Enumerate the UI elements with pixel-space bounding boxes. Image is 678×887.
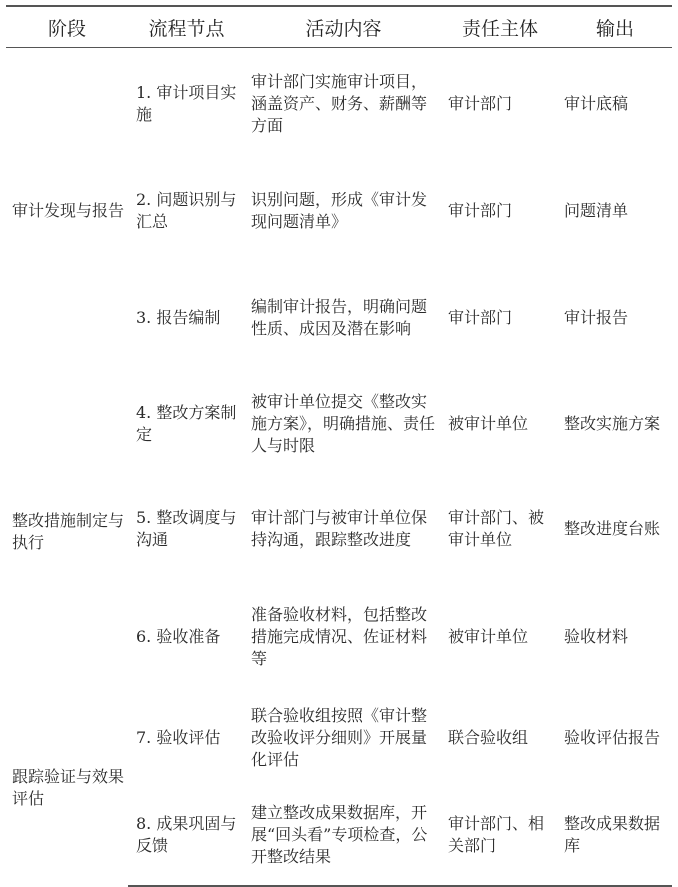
header-output: 输出 [558, 6, 672, 48]
output-cell: 审计报告 [564, 307, 629, 327]
output-cell: 整改实施方案 [564, 413, 661, 433]
stage-cell: 整改措施制定与执行 [12, 510, 125, 552]
header-activity: 活动内容 [245, 6, 442, 48]
stage-cell: 审计发现与报告 [12, 200, 125, 220]
activity-cell: 联合验收组按照《审计整改验收评分细则》开展量化评估 [251, 705, 428, 769]
activity-cell: 审计部门实施审计项目，涵盖资产、财务、薪酬等方面 [251, 71, 428, 135]
header-owner: 责任主体 [442, 6, 558, 48]
table-row [6, 690, 672, 786]
output-cell: 验收评估报告 [564, 727, 661, 747]
table-header-row [6, 6, 672, 48]
owner-cell: 审计部门 [448, 93, 513, 113]
step-cell: 1. 审计项目实施 [136, 82, 237, 124]
step-cell: 2. 问题识别与汇总 [136, 189, 237, 231]
activity-cell: 被审计单位提交《整改实施方案》，明确措施、责任人与时限 [251, 391, 436, 455]
owner-cell: 联合验收组 [448, 727, 529, 747]
activity-cell: 准备验收材料，包括整改措施完成情况、佐证材料等 [251, 604, 428, 668]
table-row [6, 374, 672, 474]
owner-cell: 审计部门、相关部门 [442, 786, 558, 886]
table-row [6, 48, 672, 160]
activity-cell: 编制审计报告，明确问题性质、成因及潜在影响 [251, 296, 428, 338]
output-cell: 问题清单 [564, 200, 629, 220]
step-cell: 7. 验收评估 [136, 727, 221, 747]
output-cell: 审计底稿 [564, 93, 629, 113]
step-cell: 8. 成果巩固与反馈 [128, 786, 245, 886]
stage-cell: 跟踪验证与效果评估 [12, 766, 125, 808]
header-stage: 阶段 [6, 6, 128, 48]
step-cell: 3. 报告编制 [136, 307, 221, 327]
output-cell: 整改成果数据库 [558, 786, 672, 886]
owner-cell: 被审计单位 [448, 626, 529, 646]
activity-cell: 审计部门与被审计单位保持沟通，跟踪整改进度 [251, 507, 428, 549]
output-cell: 验收材料 [564, 626, 629, 646]
step-cell: 5. 整改调度与沟通 [136, 507, 237, 549]
step-cell: 4. 整改方案制定 [136, 402, 237, 444]
audit-process-table [6, 5, 672, 887]
header-step: 流程节点 [128, 6, 245, 48]
output-cell: 整改进度台账 [564, 518, 661, 538]
owner-cell: 审计部门、被审计单位 [448, 507, 545, 549]
step-cell: 6. 验收准备 [136, 626, 221, 646]
activity-cell: 识别问题，形成《审计发现问题清单》 [251, 189, 428, 231]
owner-cell: 审计部门 [448, 307, 513, 327]
owner-cell: 审计部门 [448, 200, 513, 220]
activity-cell: 建立整改成果数据库，开展“回头看”专项检查，公开整改结果 [245, 786, 442, 886]
owner-cell: 被审计单位 [448, 413, 529, 433]
